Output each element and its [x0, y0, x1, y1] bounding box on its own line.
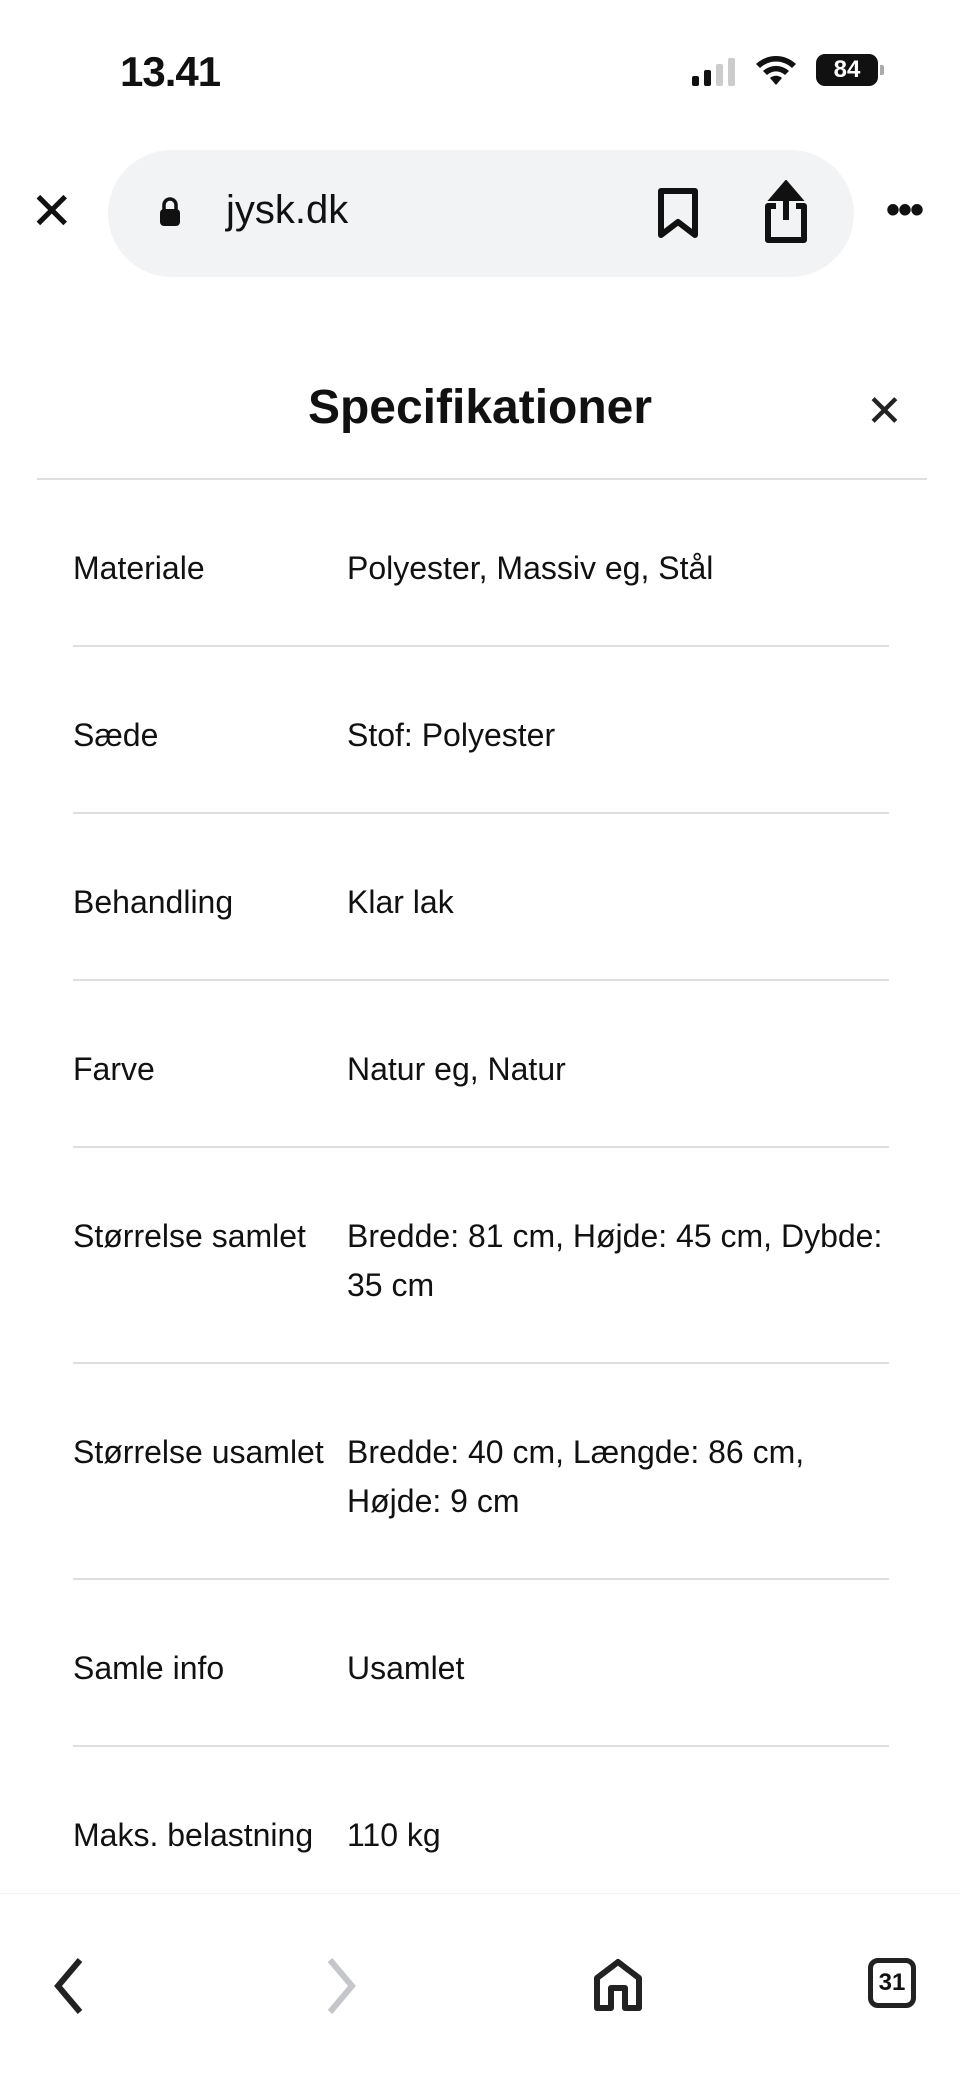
spec-value: Usamlet — [347, 1650, 465, 1686]
signal-icon — [692, 58, 735, 86]
spec-row — [73, 1148, 889, 1364]
spec-label: Materiale — [73, 550, 205, 586]
sheet-title: Specifikationer — [307, 381, 653, 434]
spec-row — [73, 480, 889, 647]
status-bar — [0, 0, 960, 130]
spec-row — [73, 981, 889, 1148]
battery-indicator: 84 — [816, 54, 878, 86]
spec-label: Størrelse usamlet — [73, 1434, 324, 1470]
bookmark-icon[interactable] — [656, 186, 700, 240]
spec-value: Bredde: 40 cm, Længde: 86 cm, Højde: 9 cm — [347, 1434, 805, 1519]
bottom-toolbar — [0, 1893, 960, 2081]
browser-toolbar — [0, 150, 960, 278]
forward-icon[interactable] — [324, 1956, 360, 2016]
spec-row — [73, 1580, 889, 1747]
spec-row — [73, 647, 889, 814]
back-icon[interactable] — [50, 1956, 86, 2016]
divider — [37, 478, 927, 480]
close-sheet-button[interactable]: ✕ — [866, 387, 903, 436]
specifications-sheet — [0, 330, 960, 1893]
spec-row — [73, 1747, 889, 1893]
home-icon[interactable] — [593, 1958, 643, 2012]
lock-icon — [158, 196, 182, 228]
more-options-icon[interactable]: ••• — [886, 188, 923, 232]
spec-label: Behandling — [73, 884, 234, 920]
spec-value: Natur eg, Natur — [347, 1051, 566, 1087]
wifi-icon — [754, 52, 798, 88]
share-icon[interactable] — [762, 180, 810, 244]
spec-row — [73, 1364, 889, 1580]
spec-label: Maks. belastning — [73, 1817, 314, 1853]
address-bar[interactable] — [108, 150, 854, 277]
spec-label: Farve — [73, 1051, 155, 1087]
spec-row — [73, 814, 889, 981]
tabs-button[interactable]: 31 — [868, 1958, 916, 2008]
spec-value: Klar lak — [347, 884, 454, 920]
close-browser-button[interactable]: ✕ — [30, 183, 74, 241]
spec-label: Samle info — [73, 1650, 225, 1686]
spec-value: Polyester, Massiv eg, Stål — [347, 550, 714, 586]
clock: 13.41 — [120, 48, 221, 95]
spec-value: Stof: Polyester — [347, 717, 556, 753]
spec-value: 110 kg — [347, 1817, 441, 1853]
spec-label: Størrelse samlet — [73, 1218, 306, 1254]
spec-value: Bredde: 81 cm, Højde: 45 cm, Dybde: 35 cm — [347, 1218, 883, 1303]
spec-label: Sæde — [73, 717, 159, 753]
url-text: jysk.dk — [226, 188, 349, 232]
